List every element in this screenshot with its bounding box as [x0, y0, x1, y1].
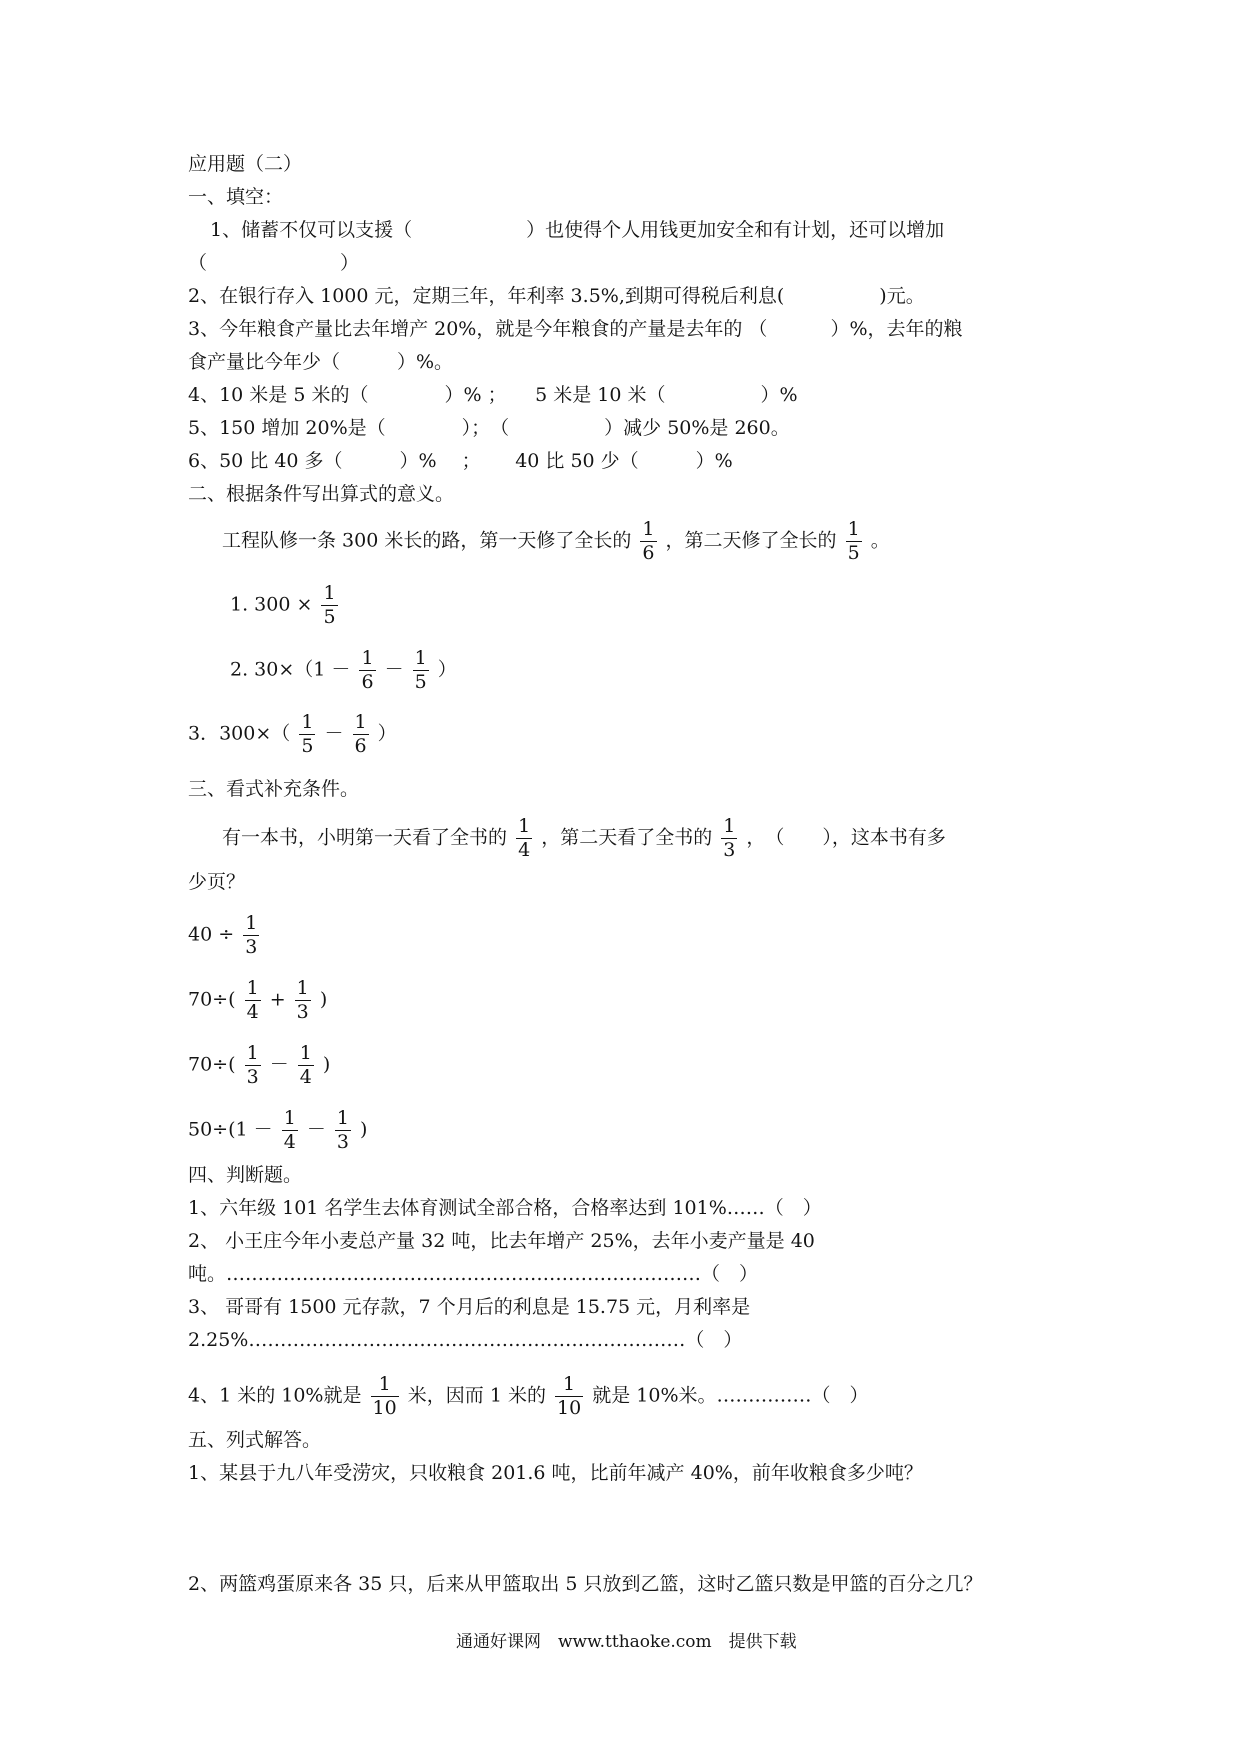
numerator: 1 [246, 1042, 259, 1064]
s4-question-3-line-2: 2.25%……………………………………………………………（ ） [188, 1329, 743, 1351]
q4-text-c: 就是 10%米。……………（ ） [592, 1384, 869, 1407]
expr-text: 2. 30×（1 － [230, 658, 351, 681]
numerator: 1 [323, 582, 336, 604]
numerator: 1 [723, 815, 736, 837]
fraction-1-3 [245, 1044, 261, 1087]
expr-text: 3．300×（ [188, 722, 291, 745]
fraction-1-5 [846, 520, 862, 563]
denominator: 6 [642, 542, 655, 564]
numerator: 1 [336, 1107, 349, 1129]
fraction-1-5 [321, 584, 337, 627]
page-footer: 通通好课网 www.tthaoke.com 提供下载 [456, 1632, 797, 1652]
fraction-1-4 [298, 1044, 314, 1087]
numerator: 1 [518, 815, 531, 837]
page-title: 应用题（二） [188, 153, 303, 175]
denominator: 6 [361, 671, 374, 693]
denominator: 6 [354, 735, 367, 757]
numerator: 1 [555, 1375, 583, 1397]
s5-question-1: 1、某县于九八年受涝灾，只收粮食 201.6 吨，比前年减产 40%，前年收粮食多少吨？ [188, 1462, 923, 1484]
denominator: 4 [246, 1001, 259, 1023]
expr-text: － [269, 1053, 289, 1076]
expr-text: ） [437, 658, 457, 681]
s3-stem-text-b: ，第二天看了全书的 [541, 826, 713, 849]
numerator: 1 [414, 647, 427, 669]
s3-expression-2 [188, 979, 327, 1022]
expr-text: － [306, 1118, 326, 1141]
denominator: 5 [414, 671, 427, 693]
s2-expression-2 [230, 649, 457, 692]
s4-question-3-line-1: 3、 哥哥有 1500 元存款，7 个月后的利息是 15.75 元，月利率是 [188, 1296, 751, 1318]
s2-stem-text-c: 。 [870, 529, 890, 552]
section-5-heading: 五、列式解答。 [188, 1429, 322, 1451]
fraction-1-5 [299, 713, 315, 756]
expr-text: ） [377, 722, 397, 745]
s3-expression-4 [188, 1109, 367, 1152]
s3-stem-line-2: 少页？ [188, 871, 246, 893]
fraction-1-10 [555, 1375, 583, 1418]
denominator: 3 [246, 1066, 259, 1088]
s3-expression-3 [188, 1044, 330, 1087]
section-2-heading: 二、根据条件写出算式的意义。 [188, 483, 455, 505]
numerator: 1 [847, 518, 860, 540]
s3-stem-text-c: ， （ ），这本书有多 [746, 826, 946, 849]
q4-text-b: 米，因而 1 米的 [407, 1384, 546, 1407]
s3-stem-text-a: 有一本书，小明第一天看了全书的 [222, 826, 508, 849]
fraction-1-3 [721, 817, 737, 860]
s3-expression-1 [188, 914, 262, 957]
s1-question-3-line-1: 3、今年粮食产量比去年增产 20%，就是今年粮食的产量是去年的 （ ）%，去年的粮 [188, 318, 963, 340]
denominator: 4 [518, 839, 531, 861]
denominator: 3 [296, 1001, 309, 1023]
numerator: 1 [299, 1042, 312, 1064]
expr-text: + [269, 988, 286, 1011]
s2-expression-3 [188, 713, 397, 756]
denominator: 3 [245, 936, 258, 958]
s2-stem-text-a: 工程队修一条 300 米长的路，第一天修了全长的 [222, 529, 632, 552]
expr-text: 70÷( [188, 1053, 236, 1076]
s4-question-2-line-2: 吨。…………………………………………………………………（ ） [188, 1263, 759, 1285]
denominator: 5 [301, 735, 314, 757]
numerator: 1 [361, 647, 374, 669]
fraction-1-6 [640, 520, 656, 563]
q4-text-a: 4、1 米的 10%就是 [188, 1384, 362, 1407]
denominator: 4 [283, 1131, 296, 1153]
expr-text: － [384, 658, 404, 681]
fraction-1-10 [371, 1375, 399, 1418]
expr-text: 1. 300 × [230, 593, 313, 616]
section-1-heading: 一、填空： [188, 186, 284, 208]
denominator: 5 [847, 542, 860, 564]
fraction-1-3 [243, 914, 259, 957]
numerator: 1 [371, 1375, 399, 1397]
s1-question-1-line-1: 1、储蓄不仅可以支援（ ）也使得个人用钱更加安全和有计划，还可以增加 [210, 219, 945, 241]
fraction-1-4 [516, 817, 532, 860]
numerator: 1 [246, 977, 259, 999]
numerator: 1 [296, 977, 309, 999]
fraction-1-3 [295, 979, 311, 1022]
numerator: 1 [245, 912, 258, 934]
s1-question-6: 6、50 比 40 多（ ）% ； 40 比 50 少（ ）% [188, 450, 733, 472]
expr-text: 70÷( [188, 988, 236, 1011]
section-4-heading: 四、判断题。 [188, 1164, 303, 1186]
numerator: 1 [642, 518, 655, 540]
expr-text: 50÷(1 － [188, 1118, 273, 1141]
section-3-heading: 三、看式补充条件。 [188, 778, 360, 800]
s2-stem-text-b: ，第二天修了全长的 [665, 529, 837, 552]
s1-question-4: 4、10 米是 5 米的（ ）% ； 5 米是 10 米（ ）% [188, 384, 798, 406]
s1-question-5: 5、150 增加 20%是（ ）； （ ）减少 50%是 260。 [188, 417, 790, 439]
denominator: 4 [299, 1066, 312, 1088]
denominator: 10 [557, 1397, 582, 1419]
expr-text: ) [360, 1118, 368, 1141]
fraction-1-4 [282, 1109, 298, 1152]
denominator: 3 [336, 1131, 349, 1153]
numerator: 1 [283, 1107, 296, 1129]
expr-text: ) [322, 1053, 331, 1076]
denominator: 10 [372, 1397, 397, 1419]
s4-question-2-line-1: 2、 小王庄今年小麦总产量 32 吨，比去年增产 25%，去年小麦产量是 40 [188, 1230, 815, 1252]
s5-question-2: 2、两篮鸡蛋原来各 35 只，后来从甲篮取出 5 只放到乙篮，这时乙篮只数是甲篮的百分之几？ [188, 1573, 983, 1595]
s4-question-1: 1、六年级 101 名学生去体育测试全部合格，合格率达到 101%……（ ） [188, 1197, 822, 1219]
s2-expression-1 [230, 584, 341, 627]
denominator: 5 [323, 606, 336, 628]
fraction-1-6 [353, 713, 369, 756]
expr-text: 40 ÷ [188, 923, 235, 946]
s1-question-2: 2、在银行存入 1000 元，定期三年，年利率 3.5%,到期可得税后利息( )元。 [188, 285, 925, 307]
s3-stem [222, 817, 946, 860]
fraction-1-5 [413, 649, 429, 692]
denominator: 3 [723, 839, 736, 861]
s1-question-1-line-2: （ ） [188, 252, 360, 274]
s2-stem [222, 520, 890, 563]
expr-text: － [324, 722, 344, 745]
numerator: 1 [301, 711, 314, 733]
fraction-1-6 [359, 649, 375, 692]
numerator: 1 [354, 711, 367, 733]
expr-text: ) [319, 988, 328, 1011]
fraction-1-4 [245, 979, 261, 1022]
fraction-1-3 [335, 1109, 351, 1152]
s4-question-4 [188, 1375, 869, 1418]
s1-question-3-line-2: 食产量比今年少（ ）%。 [188, 351, 454, 373]
